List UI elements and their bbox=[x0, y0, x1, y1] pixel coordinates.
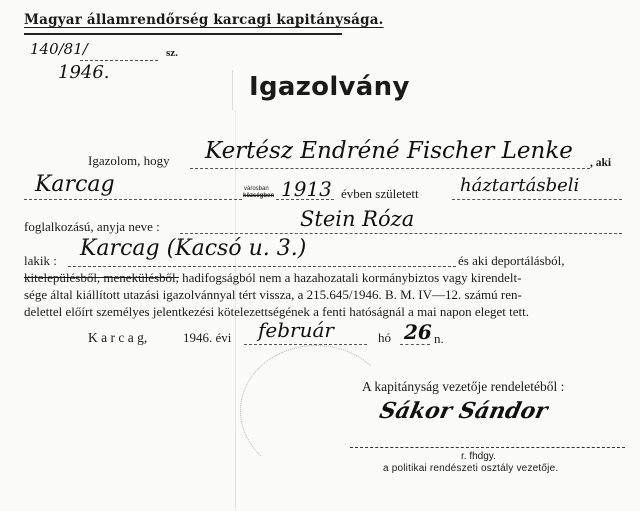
signature-dotted-line bbox=[350, 447, 625, 448]
birthplace-handwritten: Karcag bbox=[35, 172, 115, 197]
official-stamp-faint bbox=[240, 345, 392, 477]
occupation-mother-label: foglalkozású, anyja neve : bbox=[24, 219, 160, 234]
reference-dotted-line bbox=[80, 60, 158, 61]
reference-suffix: sz. bbox=[166, 47, 178, 59]
occupation-dotted-line bbox=[452, 199, 622, 200]
signatory-rank: r. fhdgy. bbox=[461, 451, 496, 462]
residence-dotted-line bbox=[68, 266, 456, 267]
month-label: hó bbox=[378, 330, 391, 345]
occupation-handwritten: háztartásbeli bbox=[460, 175, 580, 196]
reference-number-handwritten: 140/81/ bbox=[30, 40, 88, 58]
day-handwritten: 26 bbox=[404, 320, 432, 344]
paragraph-line-4: delettel előírt személyes jelentkezési kötelezettségének a fenti hatóságnál a mai napon eleget tett. bbox=[24, 304, 529, 319]
month-dotted-line bbox=[244, 344, 367, 345]
residence-handwritten: Karcag (Kacsó u. 3.) bbox=[80, 236, 307, 261]
holder-name-handwritten: Kertész Endréné Fischer Lenke bbox=[205, 138, 573, 164]
place-type-city-label: városban bbox=[244, 186, 269, 192]
paragraph-line-3: sége által kiállított utazási igazolvánnyal tért vissza, a 215.645/1946. B. M. IV—12. számú ren- bbox=[24, 287, 522, 302]
paper-fold-mark bbox=[232, 70, 233, 110]
certification-intro: Igazolom, hogy bbox=[88, 153, 170, 168]
born-label: évben született bbox=[341, 186, 419, 201]
name-dotted-line bbox=[190, 168, 590, 169]
document-title: Igazolvány bbox=[249, 72, 410, 102]
authority-header: Magyar államrendőrség karcagi kapitánysága. bbox=[24, 12, 384, 28]
signature-handwritten: Sákor Sándor bbox=[377, 398, 550, 424]
residence-suffix: és aki deportálásból, bbox=[458, 253, 565, 268]
day-suffix: n. bbox=[434, 331, 444, 346]
order-line: A kapitányság vezetője rendeletéből : bbox=[362, 379, 565, 394]
place-type-village-label-struck: községben bbox=[243, 193, 275, 199]
birthplace-dotted-line bbox=[24, 199, 242, 200]
paragraph-line-2-rest: hadifogságból nem a hazahozatali kormánybiztos vagy kirendelt- bbox=[182, 270, 522, 285]
residence-label: lakik : bbox=[24, 253, 57, 268]
mother-name-handwritten: Stein Róza bbox=[300, 207, 415, 231]
struck-options: kitelepülésből, menekülésből, bbox=[24, 270, 179, 285]
header-underline bbox=[24, 33, 342, 35]
day-dotted-line bbox=[400, 344, 430, 345]
birth-year-handwritten: 1913 bbox=[281, 177, 332, 201]
reference-year-handwritten: 1946. bbox=[58, 62, 110, 83]
signatory-position: a politikai rendészeti osztály vezetője. bbox=[383, 463, 559, 474]
month-handwritten: február bbox=[258, 318, 334, 342]
paragraph-line-2 bbox=[24, 270, 521, 286]
date-year-text: 1946. évi bbox=[183, 330, 232, 345]
date-place: K a r c a g, bbox=[88, 330, 148, 345]
mother-name-dotted-line bbox=[180, 233, 622, 234]
name-suffix: , aki bbox=[590, 157, 612, 169]
